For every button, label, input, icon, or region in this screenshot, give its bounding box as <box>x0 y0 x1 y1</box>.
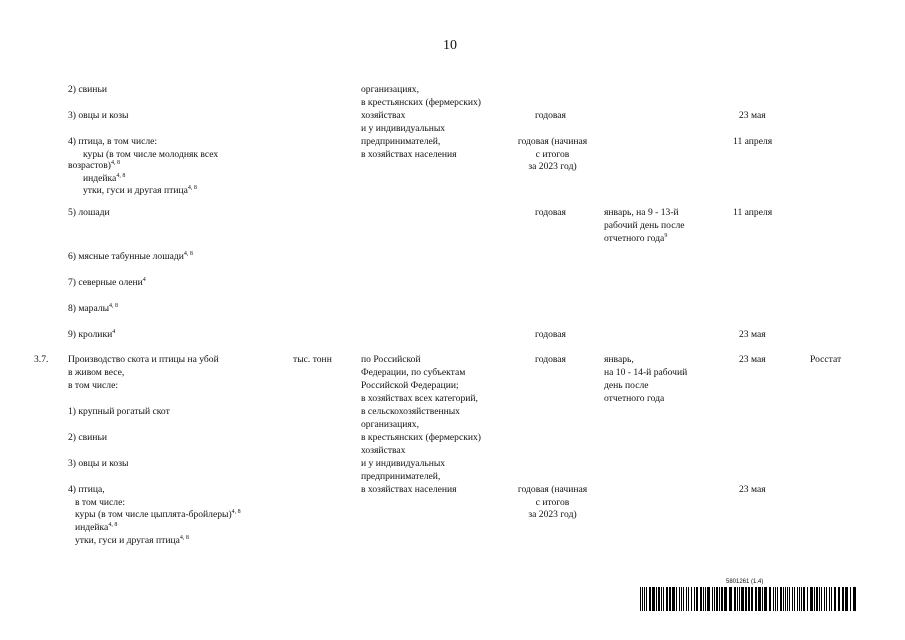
frequency-start: годовая (начиная <box>517 484 588 495</box>
desc-line: и у индивидуальных <box>361 458 446 469</box>
item-turkey: индейка$^{4, 8}$ <box>83 173 126 184</box>
item-broilers: куры (в том числе цыплята-бройлеры)$^{4, 8}$ <box>75 509 241 520</box>
frequency-start: годовая (начиная <box>517 136 588 147</box>
desc-line: в хозяйствах населения <box>361 149 457 160</box>
item-chickens-cont: возрастов)$^{4, 8}$ <box>68 160 120 171</box>
desc-line: в крестьянских (фермерских) <box>361 432 481 443</box>
period-line: день после <box>604 380 649 391</box>
barcode-number: 5801261 (1.4) <box>726 579 764 585</box>
period-line: январь, <box>604 354 634 365</box>
period-line: рабочий день после <box>604 220 685 231</box>
desc-line: хозяйствах <box>361 110 406 121</box>
release-date: 11 апреля <box>733 136 773 147</box>
desc-line: по Российской <box>361 354 421 365</box>
desc-line: предпринимателей, <box>361 136 441 147</box>
item-poultry: 4) птица, в том числе: <box>68 136 158 147</box>
period-line: январь, на 9 - 13-й <box>604 207 679 218</box>
release-date: 23 мая <box>739 354 766 365</box>
agency: Росстат <box>810 354 842 365</box>
desc-line: Российской Федерации; <box>361 380 459 391</box>
desc-line: в хозяйствах населения <box>361 484 457 495</box>
release-date: 23 мая <box>739 484 766 495</box>
frequency: годовая <box>535 329 566 340</box>
item-sheep: 3) овцы и козы <box>68 110 129 121</box>
release-date: 11 апреля <box>733 207 773 218</box>
frequency: годовая <box>535 354 566 365</box>
section-number: 3.7. <box>34 354 49 365</box>
desc-line: организациях, <box>361 419 419 430</box>
desc-line: хозяйствах <box>361 445 406 456</box>
item-poultry: 4) птица, <box>68 484 105 495</box>
item-cattle: 1) крупный рогатый скот <box>68 406 170 417</box>
desc-line: организациях, <box>361 84 419 95</box>
frequency-start: за 2023 год) <box>528 509 577 520</box>
item-reindeer: 7) северные олени$^4$ <box>68 277 146 288</box>
frequency-start: с итогов <box>535 497 570 508</box>
item-turkey: индейка$^{4, 8}$ <box>75 522 118 533</box>
frequency-start: с итогов <box>535 149 570 160</box>
section-title: в том числе: <box>68 380 119 391</box>
item-incl: в том числе: <box>75 497 126 508</box>
item-herd-horses: 6) мясные табунные лошади$^{4, 8}$ <box>68 251 193 262</box>
item-ducks: утки, гуси и другая птица$^{4, 8}$ <box>75 535 189 546</box>
period-line: отчетного года <box>604 393 665 404</box>
frequency-start: за 2023 год) <box>528 161 577 172</box>
period-line: на 10 - 14-й рабочий <box>604 367 688 378</box>
unit: тыс. тонн <box>293 354 332 365</box>
desc-line: в сельскохозяйственных <box>361 406 460 417</box>
item-ducks: утки, гуси и другая птица$^{4, 8}$ <box>83 185 197 196</box>
item-pigs: 2) свиньи <box>68 432 107 443</box>
item-pigs: 2) свиньи <box>68 84 107 95</box>
item-marals: 8) маралы$^{4, 8}$ <box>68 303 119 314</box>
frequency: годовая <box>535 110 566 121</box>
frequency: годовая <box>535 207 566 218</box>
barcode-icon <box>640 587 856 611</box>
item-sheep: 3) овцы и козы <box>68 458 129 469</box>
item-horses: 5) лошади <box>68 207 110 218</box>
item-rabbits: 9) кролики$^4$ <box>68 329 116 340</box>
section-title: в живом весе, <box>68 367 125 378</box>
desc-line: в крестьянских (фермерских) <box>361 97 481 108</box>
page-number: 10 <box>443 38 457 53</box>
desc-line: Федерации, по субъектам <box>361 367 466 378</box>
release-date: 23 мая <box>739 110 766 121</box>
period-line: отчетного года$^9$ <box>604 233 668 244</box>
item-chickens: куры (в том числе молодняк всех <box>83 149 219 160</box>
desc-line: в хозяйствах всех категорий, <box>361 393 478 404</box>
release-date: 23 мая <box>739 329 766 340</box>
desc-line: и у индивидуальных <box>361 123 446 134</box>
section-title: Производство скота и птицы на убой <box>68 354 219 365</box>
desc-line: предпринимателей, <box>361 471 441 482</box>
